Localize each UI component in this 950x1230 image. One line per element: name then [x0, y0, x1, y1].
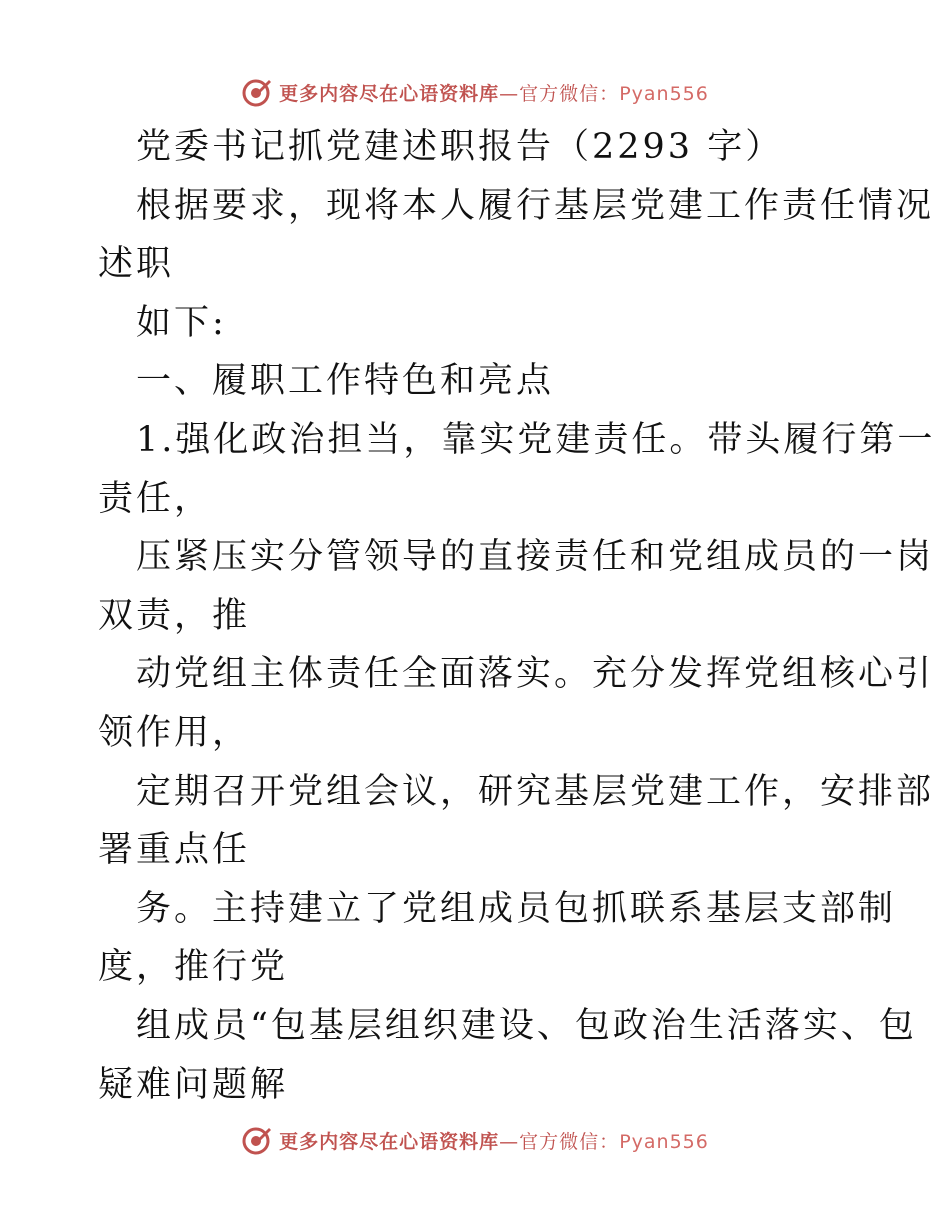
watermark-text: 更多内容尽在心语资料库—官方微信：Pyan556 — [279, 82, 709, 105]
paragraph-line: 根据要求，现将本人履行基层党建工作责任情况 — [136, 185, 935, 226]
paragraph-line: 动党组主体责任全面落实。充分发挥党组核心引 — [136, 654, 935, 695]
section-heading: 一、履职工作特色和亮点 — [136, 361, 555, 402]
paragraph-line: 述职 — [98, 244, 175, 285]
paragraph-line: 组成员“包基层组织建设、包政治生活落实、包 — [136, 1005, 917, 1046]
paragraph-line: 1.强化政治担当，靠实党建责任。带头履行第一 — [136, 419, 936, 460]
footer-watermark — [0, 1120, 950, 1160]
paragraph-line: 压紧压实分管领导的直接责任和党组成员的一岗 — [136, 537, 935, 578]
pen-logo-icon — [241, 76, 273, 108]
paragraph-line: 双责，推 — [98, 595, 251, 636]
paragraph-line: 署重点任 — [98, 830, 251, 871]
paragraph-line: 疑难问题解 — [98, 1064, 289, 1105]
paragraph-line: 度，推行党 — [98, 947, 289, 988]
document-title: 党委书记抓党建述职报告（2293 字） — [136, 127, 784, 167]
paragraph-line: 责任， — [98, 478, 213, 519]
document-body — [98, 118, 936, 1114]
pen-logo-icon — [241, 1124, 273, 1156]
watermark-text: 更多内容尽在心语资料库—官方微信：Pyan556 — [279, 1130, 709, 1153]
paragraph-line: 定期召开党组会议，研究基层党建工作，安排部 — [136, 771, 935, 812]
header-watermark — [0, 72, 950, 112]
paragraph-line: 务。主持建立了党组成员包抓联系基层支部制 — [136, 888, 897, 929]
paragraph-line: 如下: — [136, 302, 227, 343]
paragraph-line: 领作用， — [98, 712, 251, 753]
